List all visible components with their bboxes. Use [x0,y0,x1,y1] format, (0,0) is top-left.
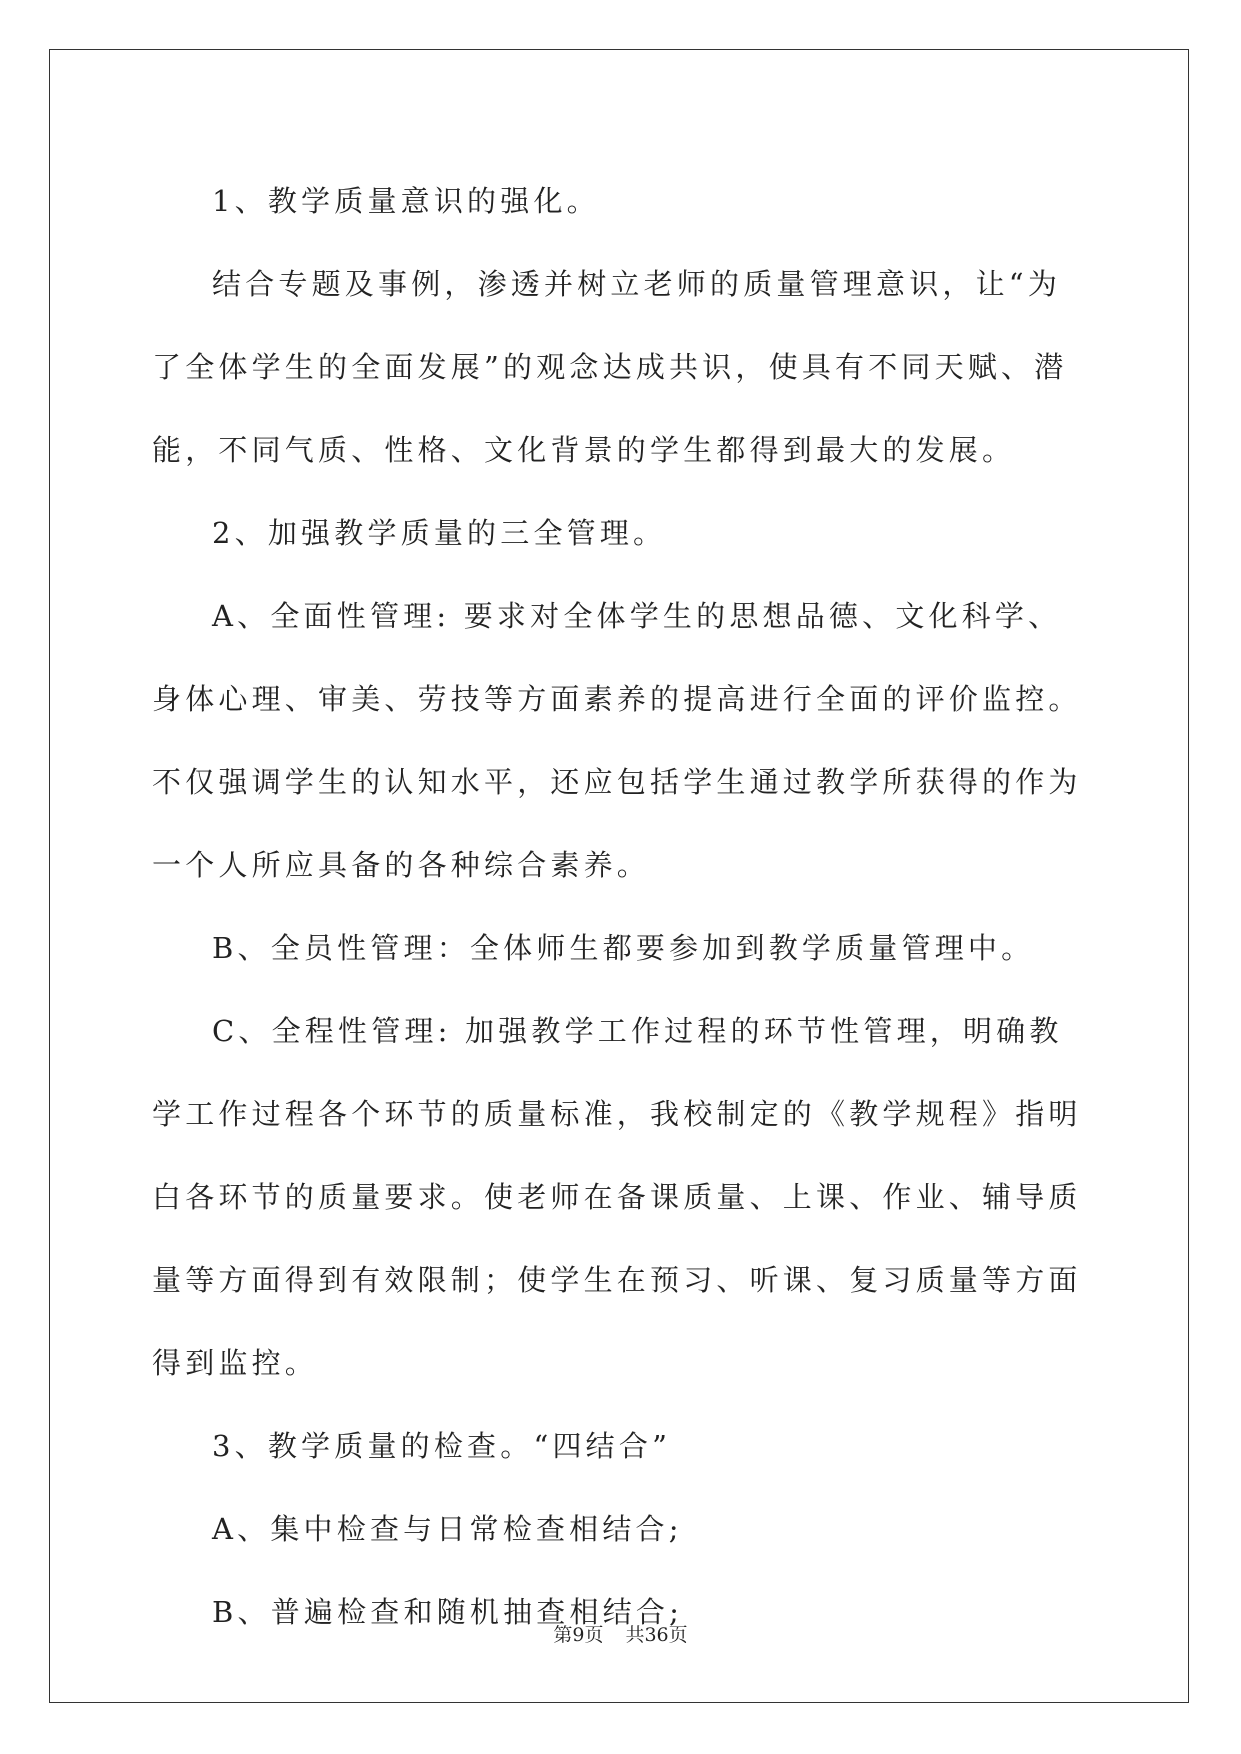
page-number-total: 共36页 [625,1624,688,1646]
paragraph: A、集中检查与日常检查相结合; [212,1512,683,1546]
paragraph: A、全面性管理: 要求对全体学生的思想品德、文化科学、身体心理、审美、劳技等方面素养的提高进行全面的评价监控。不仅强调学生的认知水平，还应包括学生通过教学所获得的作为一个人所应具备的各种综合素养。 [152,599,1082,882]
page-number-current: 第9页 [553,1624,604,1646]
page-footer [0,1620,1241,1647]
paragraph: B、全员性管理：全体师生都要参加到教学质量管理中。 [212,931,1035,965]
paragraph: 3、教学质量的检查。“四结合” [212,1429,672,1463]
paragraph: 1、教学质量意识的强化。 [212,184,600,218]
paragraph: B、普遍检查和随机抽查相结合; [212,1595,684,1629]
document-body [152,160,1092,1654]
paragraph: 2、加强教学质量的三全管理。 [212,516,667,550]
paragraph: 结合专题及事例，渗透并树立老师的质量管理意识，让“为了全体学生的全面发展”的观念达成共识，使具有不同天赋、潜能，不同气质、性格、文化背景的学生都得到最大的发展。 [152,267,1068,467]
paragraph: C、全程性管理: 加强教学工作过程的环节性管理，明确教学工作过程各个环节的质量标准，我校制定的《教学规程》指明白各环节的质量要求。使老师在备课质量、上课、作业、辅导质量等方面得到有效限制；使学生在预习、听课、复习质量等方面得到监控。 [152,1014,1082,1380]
